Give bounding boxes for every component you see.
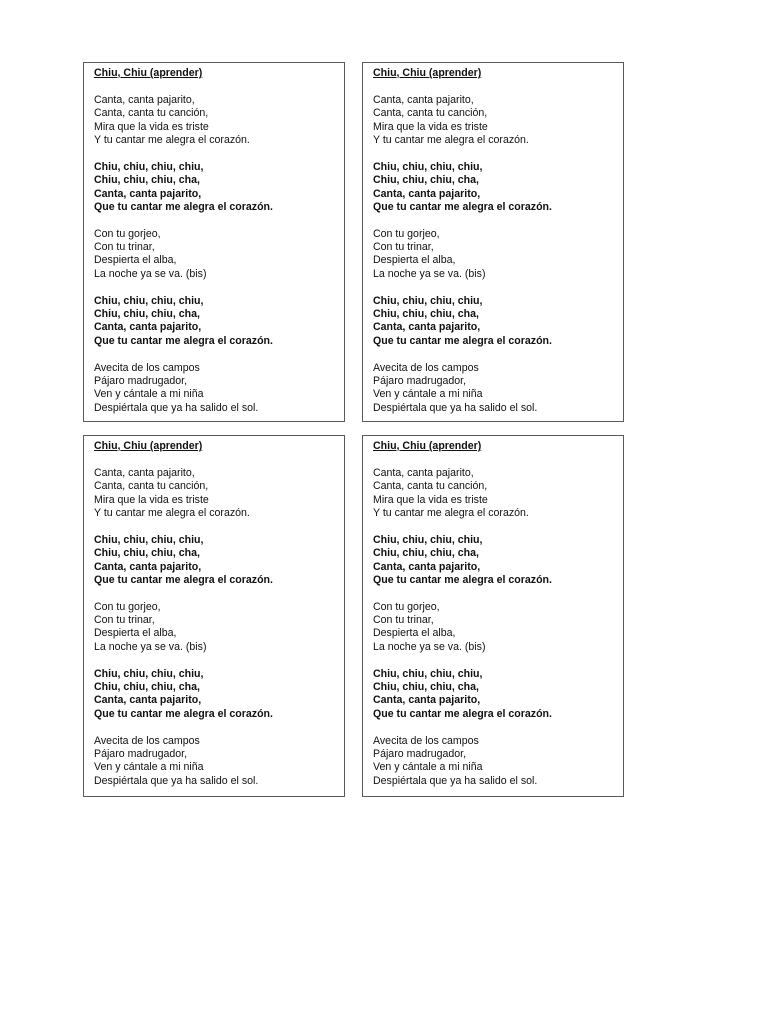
- chorus-line: Chiu, chiu, chiu, cha,: [373, 174, 479, 187]
- chorus-line: Chiu, chiu, chiu, chiu,: [373, 533, 483, 546]
- lyric-line: Con tu gorjeo,: [373, 227, 440, 240]
- verse-3: [94, 362, 334, 416]
- lyric-line: Con tu gorjeo,: [373, 600, 440, 613]
- song-title: Chiu, Chiu (aprender): [94, 440, 203, 452]
- verse-1: [373, 467, 613, 521]
- chorus-line: Chiu, chiu, chiu, chiu,: [373, 160, 483, 173]
- chorus: [94, 295, 334, 349]
- lyric-line: Despierta el alba,: [373, 627, 456, 640]
- chorus-line: Chiu, chiu, chiu, chiu,: [94, 294, 204, 307]
- lyric-line: Y tu cantar me alegra el corazón.: [373, 133, 529, 146]
- verse-1: [373, 94, 613, 148]
- verse-3: [373, 362, 613, 416]
- lyric-line: Avecita de los campos: [94, 361, 200, 374]
- lyric-line: Con tu trinar,: [373, 241, 434, 254]
- lyric-line: Mira que la vida es triste: [373, 493, 488, 506]
- lyric-line: Mira que la vida es triste: [373, 120, 488, 133]
- lyric-line: Canta, canta tu canción,: [373, 107, 488, 120]
- verse-2: [373, 601, 613, 655]
- lyric-line: Mira que la vida es triste: [94, 493, 209, 506]
- chorus-line: Canta, canta pajarito,: [94, 321, 202, 334]
- lyric-line: Con tu trinar,: [94, 614, 155, 627]
- chorus-line: Chiu, chiu, chiu, cha,: [373, 681, 479, 694]
- chorus-line: Que tu cantar me alegra el corazón.: [94, 334, 273, 347]
- chorus-line: Chiu, chiu, chiu, chiu,: [94, 533, 204, 546]
- chorus-line: Canta, canta pajarito,: [94, 694, 202, 707]
- chorus-line: Canta, canta pajarito,: [373, 560, 481, 573]
- lyric-line: Canta, canta tu canción,: [94, 480, 209, 493]
- lyric-line: Canta, canta pajarito,: [94, 466, 195, 479]
- lyrics-card-3: [83, 435, 345, 797]
- chorus-line: Chiu, chiu, chiu, chiu,: [373, 294, 483, 307]
- song-title: Chiu, Chiu (aprender): [373, 67, 482, 79]
- chorus: [373, 161, 613, 215]
- chorus-line: Chiu, chiu, chiu, cha,: [94, 681, 200, 694]
- lyric-line: Y tu cantar me alegra el corazón.: [94, 133, 250, 146]
- verse-1: [94, 94, 334, 148]
- chorus: [94, 534, 334, 588]
- verse-3: [94, 735, 334, 789]
- lyric-line: Avecita de los campos: [373, 361, 479, 374]
- lyric-line: La noche ya se va. (bis): [94, 267, 207, 280]
- lyric-line: Canta, canta pajarito,: [373, 93, 474, 106]
- chorus-line: Canta, canta pajarito,: [94, 560, 202, 573]
- lyric-line: Con tu gorjeo,: [94, 227, 161, 240]
- lyric-line: La noche ya se va. (bis): [94, 640, 207, 653]
- chorus-line: Que tu cantar me alegra el corazón.: [373, 573, 552, 586]
- verse-2: [94, 228, 334, 282]
- chorus: [94, 161, 334, 215]
- lyric-line: Ven y cántale a mi niña: [373, 761, 483, 774]
- chorus: [373, 668, 613, 722]
- chorus-line: Canta, canta pajarito,: [94, 187, 202, 200]
- lyric-line: Pájaro madrugador,: [373, 747, 467, 760]
- song-title: Chiu, Chiu (aprender): [373, 440, 482, 452]
- lyric-line: Canta, canta pajarito,: [94, 93, 195, 106]
- chorus-line: Chiu, chiu, chiu, cha,: [94, 308, 200, 321]
- lyric-line: Y tu cantar me alegra el corazón.: [373, 506, 529, 519]
- lyrics-card-1: [83, 62, 345, 422]
- lyrics-card-2: [362, 62, 624, 422]
- chorus-line: Que tu cantar me alegra el corazón.: [94, 200, 273, 213]
- lyric-line: Pájaro madrugador,: [94, 374, 188, 387]
- chorus-line: Chiu, chiu, chiu, cha,: [94, 547, 200, 560]
- lyric-line: Despierta el alba,: [94, 627, 177, 640]
- chorus-line: Canta, canta pajarito,: [373, 187, 481, 200]
- chorus-line: Chiu, chiu, chiu, chiu,: [373, 667, 483, 680]
- song-title: Chiu, Chiu (aprender): [94, 67, 203, 79]
- lyric-line: Ven y cántale a mi niña: [94, 761, 204, 774]
- lyric-line: Ven y cántale a mi niña: [373, 388, 483, 401]
- lyric-line: Despiértala que ya ha salido el sol.: [373, 774, 538, 787]
- lyric-line: Con tu trinar,: [373, 614, 434, 627]
- lyric-line: Con tu trinar,: [94, 241, 155, 254]
- chorus-line: Chiu, chiu, chiu, cha,: [373, 547, 479, 560]
- verse-1: [94, 467, 334, 521]
- verse-2: [94, 601, 334, 655]
- chorus-line: Canta, canta pajarito,: [373, 321, 481, 334]
- lyric-line: Canta, canta tu canción,: [94, 107, 209, 120]
- lyric-line: Pájaro madrugador,: [94, 747, 188, 760]
- chorus-line: Que tu cantar me alegra el corazón.: [94, 573, 273, 586]
- lyric-line: La noche ya se va. (bis): [373, 640, 486, 653]
- lyric-line: Pájaro madrugador,: [373, 374, 467, 387]
- lyric-line: Despierta el alba,: [94, 254, 177, 267]
- lyric-line: Despiértala que ya ha salido el sol.: [94, 774, 259, 787]
- lyric-line: Avecita de los campos: [94, 734, 200, 747]
- lyric-line: La noche ya se va. (bis): [373, 267, 486, 280]
- chorus: [94, 668, 334, 722]
- lyric-line: Canta, canta tu canción,: [373, 480, 488, 493]
- chorus-line: Chiu, chiu, chiu, chiu,: [94, 667, 204, 680]
- chorus-line: Que tu cantar me alegra el corazón.: [373, 200, 552, 213]
- chorus: [373, 534, 613, 588]
- chorus: [373, 295, 613, 349]
- chorus-line: Chiu, chiu, chiu, chiu,: [94, 160, 204, 173]
- lyric-line: Despiértala que ya ha salido el sol.: [373, 401, 538, 414]
- lyric-line: Despierta el alba,: [373, 254, 456, 267]
- verse-3: [373, 735, 613, 789]
- lyric-line: Mira que la vida es triste: [94, 120, 209, 133]
- chorus-line: Canta, canta pajarito,: [373, 694, 481, 707]
- chorus-line: Que tu cantar me alegra el corazón.: [373, 707, 552, 720]
- lyric-line: Despiértala que ya ha salido el sol.: [94, 401, 259, 414]
- chorus-line: Chiu, chiu, chiu, cha,: [373, 308, 479, 321]
- verse-2: [373, 228, 613, 282]
- lyric-line: Con tu gorjeo,: [94, 600, 161, 613]
- lyrics-card-4: [362, 435, 624, 797]
- lyric-line: Ven y cántale a mi niña: [94, 388, 204, 401]
- lyric-line: Y tu cantar me alegra el corazón.: [94, 506, 250, 519]
- lyric-line: Avecita de los campos: [373, 734, 479, 747]
- chorus-line: Que tu cantar me alegra el corazón.: [373, 334, 552, 347]
- chorus-line: Chiu, chiu, chiu, cha,: [94, 174, 200, 187]
- lyric-line: Canta, canta pajarito,: [373, 466, 474, 479]
- chorus-line: Que tu cantar me alegra el corazón.: [94, 707, 273, 720]
